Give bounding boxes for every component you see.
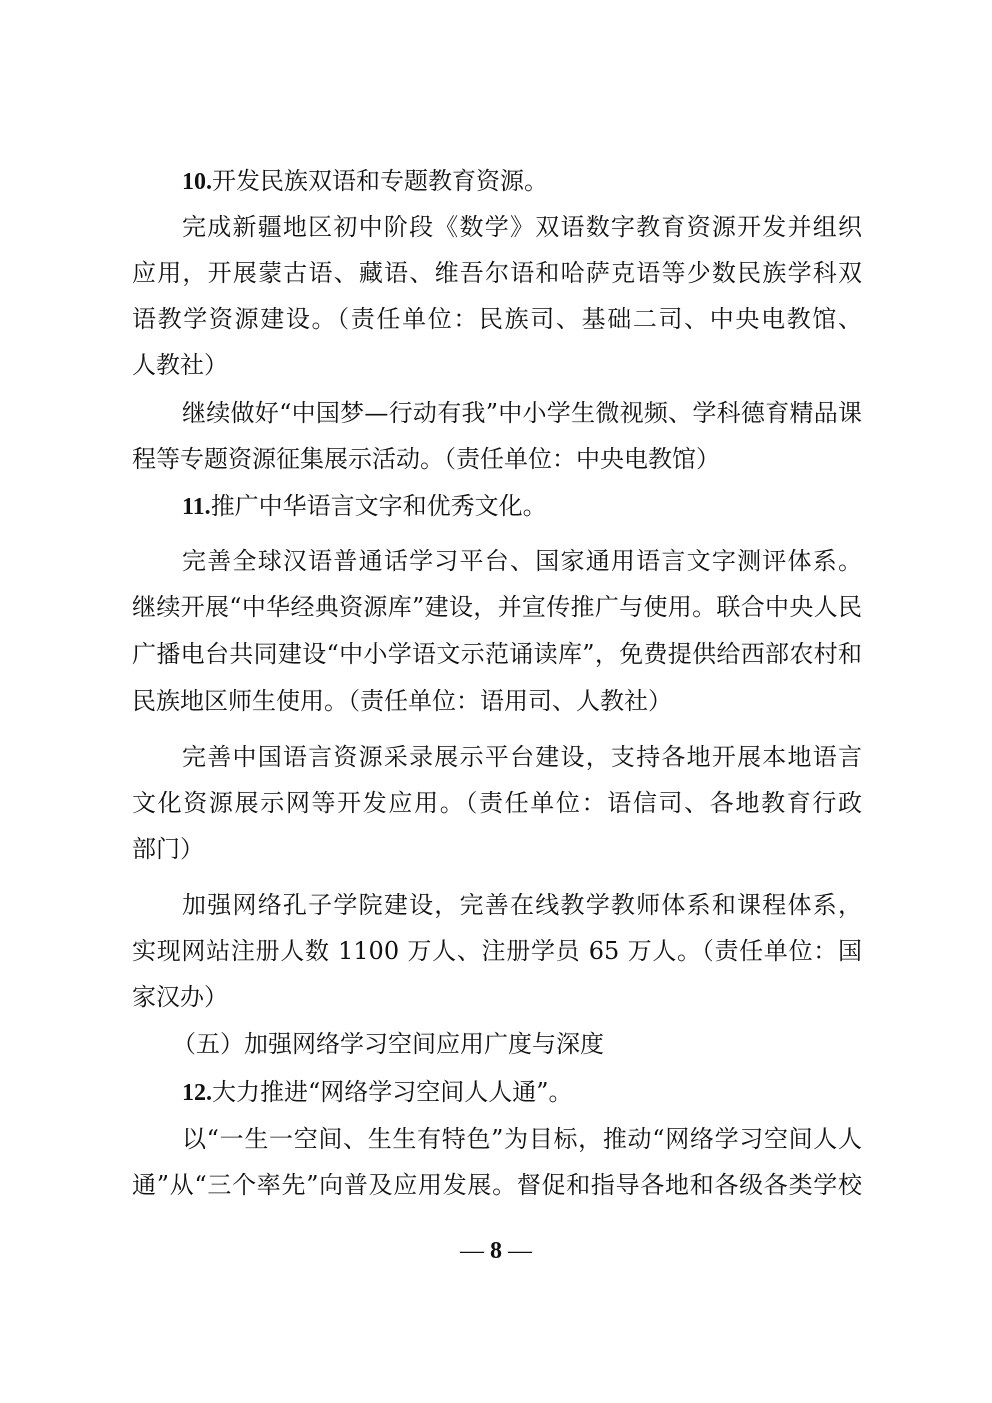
paragraph-line: 文化资源展示网等开发应用。（责任单位：语信司、各地教育行政 (132, 789, 862, 817)
section-12-number: 12. (182, 1080, 212, 1106)
paragraph-line: 完善中国语言资源采录展示平台建设，支持各地开展本地语言 (182, 743, 862, 771)
part-5-heading: （五）加强网络学习空间应用广度与深度 (172, 1030, 604, 1058)
paragraph-line: 继续做好“中国梦—行动有我”中小学生微视频、学科德育精品课 (182, 399, 862, 427)
section-12-title: 大力推进“网络学习空间人人通”。 (212, 1078, 573, 1106)
section-10-number: 10. (182, 169, 212, 195)
paragraph-line: 实现网站注册人数 1100 万人、注册学员 65 万人。（责任单位：国 (132, 937, 862, 965)
section-11-heading (182, 489, 862, 524)
paragraph-line: 以“一生一空间、生生有特色”为目标，推动“网络学习空间人人 (182, 1125, 862, 1153)
section-12-heading (182, 1075, 862, 1110)
paragraph-line: 加强网络孔子学院建设，完善在线教学教师体系和课程体系， (182, 891, 862, 919)
paragraph-line: 完成新疆地区初中阶段《数学》双语数字教育资源开发并组织 (182, 213, 862, 241)
paragraph-line: 家汉办） (132, 983, 228, 1011)
page-footer (0, 1236, 992, 1266)
footer-dash-right: — (508, 1238, 532, 1264)
page-number: 8 (490, 1238, 502, 1264)
paragraph-line: 应用，开展蒙古语、藏语、维吾尔语和哈萨克语等少数民族学科双 (132, 259, 862, 287)
section-11-number: 11. (182, 494, 211, 520)
paragraph-line: 通”从“三个率先”向普及应用发展。督促和指导各地和各级各类学校 (132, 1171, 862, 1199)
paragraph-line: 继续开展“中华经典资源库”建设，并宣传推广与使用。联合中央人民 (132, 593, 862, 621)
paragraph-line: 人教社） (132, 351, 228, 379)
paragraph-line: 广播电台共同建设“中小学语文示范诵读库”，免费提供给西部农村和 (132, 640, 862, 668)
paragraph-line: 民族地区师生使用。（责任单位：语用司、人教社） (132, 687, 672, 715)
paragraph-line: 完善全球汉语普通话学习平台、国家通用语言文字测评体系。 (182, 547, 862, 575)
section-10-title: 开发民族双语和专题教育资源。 (212, 167, 548, 195)
section-11-title: 推广中华语言文字和优秀文化。 (210, 492, 547, 520)
paragraph-line: 部门） (132, 835, 204, 863)
paragraph-line: 语教学资源建设。（责任单位：民族司、基础二司、中央电教馆、 (132, 305, 862, 333)
section-10-heading (182, 164, 862, 199)
paragraph-line: 程等专题资源征集展示活动。（责任单位：中央电教馆） (132, 445, 720, 473)
footer-dash-left: — (460, 1238, 484, 1264)
